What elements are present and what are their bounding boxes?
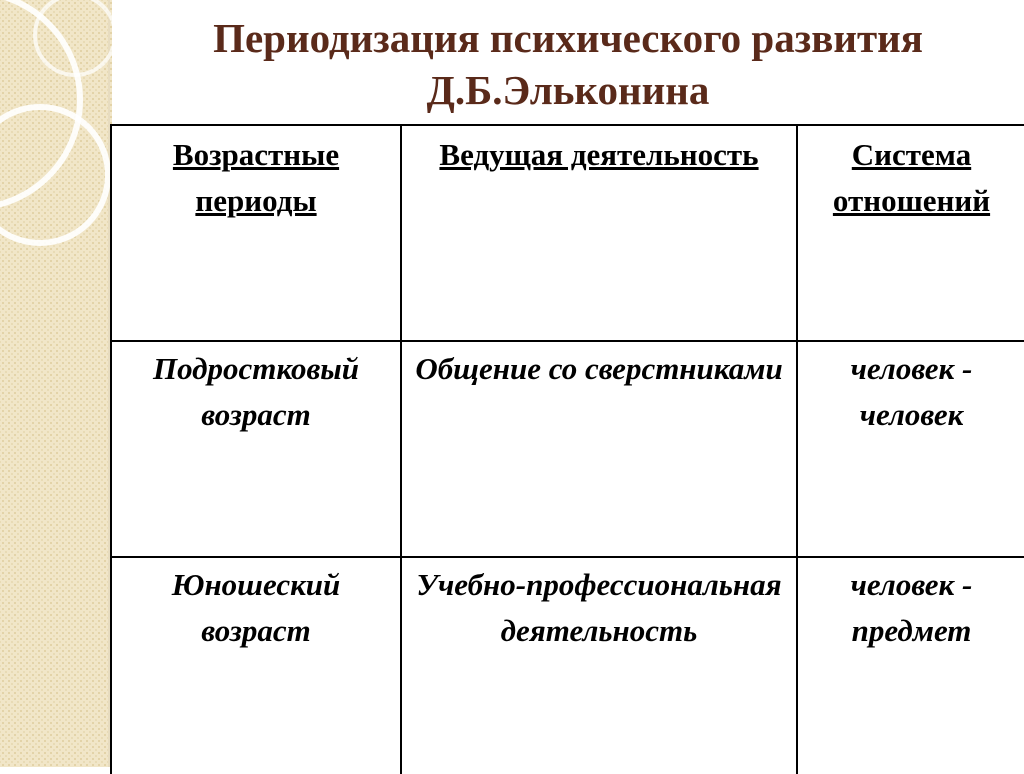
slide-title-line-2: Д.Б.Эльконина	[426, 67, 710, 113]
cell-text: Юношеский возраст	[171, 567, 341, 648]
cell-text: человек - предмет	[850, 567, 973, 648]
table-cell	[111, 557, 401, 774]
cell-text: человек - человек	[850, 351, 973, 432]
table-cell	[797, 557, 1024, 774]
table-row	[111, 341, 1024, 557]
periodization-table	[110, 124, 1024, 774]
table-header-row	[111, 125, 1024, 341]
table-cell	[401, 341, 797, 557]
header-cell-relations-system	[797, 125, 1024, 341]
header-label: Ведущая деятельность	[439, 137, 759, 172]
cell-text: Учебно-профессиональная деятельность	[416, 567, 782, 648]
slide-title	[112, 12, 1024, 116]
header-label: Возрастные периоды	[172, 137, 340, 218]
slide-title-line-1: Периодизация психического развития	[213, 15, 923, 61]
table-cell	[797, 341, 1024, 557]
header-label: Система отношений	[832, 137, 991, 218]
header-cell-age-periods	[111, 125, 401, 341]
table-row	[111, 557, 1024, 774]
cell-text: Общение со сверстниками	[415, 351, 783, 386]
table-cell	[401, 557, 797, 774]
table-cell	[111, 341, 401, 557]
header-cell-leading-activity	[401, 125, 797, 341]
cell-text: Подростковый возраст	[152, 351, 360, 432]
